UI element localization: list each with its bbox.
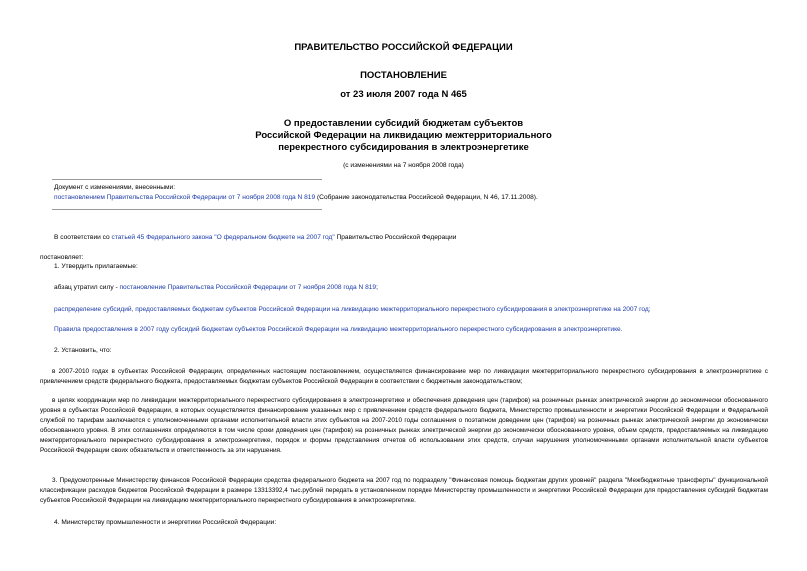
amendment-bottom-divider (52, 209, 322, 210)
document-title-line: Российской Федерации на ликвидацию межтерриториального (255, 130, 552, 141)
changes-note: (с изменениями на 7 ноября 2008 года) (343, 162, 464, 169)
item-4: 4. Министерству промышленности и энергетики Российской Федерации: (54, 519, 277, 526)
rules-link[interactable]: Правила предоставления в 2007 году субсидий бюджетам субъектов Российской Федерации на ликвидацию межтерриториального перекрестного субсидирования в электроэнергетике. (54, 326, 623, 333)
preamble (54, 233, 456, 242)
repealed-paragraph (54, 283, 378, 292)
item-3: 3. Предусмотренные Министерству финансов Российской Федерации средства федерального бюджета на 2007 год по подразделу "Финансовая помощь бюджетам других уровней" раздела "Межбюджетные трансферты" функциональной классификации расходов бюджетов Российской Федерации в размере 13313392,4 тыс.рублей передать в установленном порядке Министерству промышленности и энергетики Российской Федерации для предоставления субсидий бюджетам субъектов Российской Федерации на ликвидацию межтерриториального перекрестного субсидирования в электроэнергетике. (40, 477, 768, 504)
amendment-source: (Собрание законодательства Российской Федерации, N 46, 17.11.2008). (315, 194, 538, 201)
document-title-line: О предоставлении субсидий бюджетам субъектов (283, 118, 524, 129)
preamble-prefix: В соответствии со (54, 234, 112, 241)
document-type-heading: ПОСТАНОВЛЕНИЕ (360, 70, 447, 81)
amendment-reference (54, 193, 538, 202)
amendment-link[interactable]: постановлением Правительства Российской Федерации от 7 ноября 2008 года N 819 (54, 194, 316, 201)
repealing-decree-link[interactable]: постановление Правительства Российской Федерации от 7 ноября 2008 года N 819 (119, 284, 377, 291)
distribution-link[interactable]: распределение субсидий, предоставляемых бюджетам субъектов Российской Федерации на ликвидацию межтерриториального перекрестного субсидирования в электроэнергетике на 2007 год; (54, 306, 651, 313)
preamble-suffix: Правительство Российской Федерации (334, 234, 457, 241)
repealed-suffix: ; (376, 284, 378, 291)
resolves-text: постановляет: (40, 254, 84, 261)
document-title (0, 118, 807, 154)
paragraph-2007-2010: в 2007-2010 годах в субъектах Российской Федерации, определенных настоящим постановлением, осуществляется финансирование мер по ликвидации межтерриториального перекрестного субсидирования в электроэнергетике с привлечением средств федерального бюджета, предоставляемых бюджетам субъектов Российской Федерации в соответствии с бюджетным законодательством; (40, 368, 768, 385)
paragraph-coordination: в целях координации мер по ликвидации межтерриториального перекрестного субсидирования в электроэнергетике и обеспечения доведения цен (тарифов) на розничных рынках электрической энергии до экономически обоснованного уровня в субъектах Российской Федерации, в которых осуществляется финансирование указанных мер с привлечением средств федерального бюджета, Министерство промышленности и энергетики Российской Федерации и Федеральной службой по тарифам заключаются с уполномоченными органами исполнительной власти этих субъектов на 2007-2010 годы соглашения о поэтапном доведении цен (тарифов) на розничных рынках электрической энергии до экономически обоснованного уровня. В этих соглашениях определяются в том числе сроки доведения цен (тарифов) на розничных рынках электрической энергии до экономически обоснованного уровня, объем средств, предоставляемых на ликвидацию межтерриториального перекрестного субсидирования в электроэнергетике, порядок и формы представления отчетов об использовании этих средств, случаи нарушения уполномоченными органами исполнительной власти субъектов Российской Федерации своих обязательств и ответственность за эти нарушения. (40, 397, 768, 454)
document-title-line: перекрестного субсидирования в электроэнергетике (278, 142, 529, 153)
item-2: 2. Установить, что: (54, 347, 112, 354)
federal-law-link[interactable]: статьей 45 Федерального закона "О федеральном бюджете на 2007 год" (111, 234, 335, 241)
repealed-prefix: абзац утратил силу - (54, 284, 120, 291)
document-date-number: от 23 июля 2007 года N 465 (340, 89, 467, 100)
amendment-top-divider (52, 179, 322, 180)
government-heading: ПРАВИТЕЛЬСТВО РОССИЙСКОЙ ФЕДЕРАЦИИ (294, 42, 513, 53)
item-1: 1. Утвердить прилагаемые: (54, 263, 138, 270)
amendment-label: Документ с изменениями, внесенными: (54, 184, 176, 191)
